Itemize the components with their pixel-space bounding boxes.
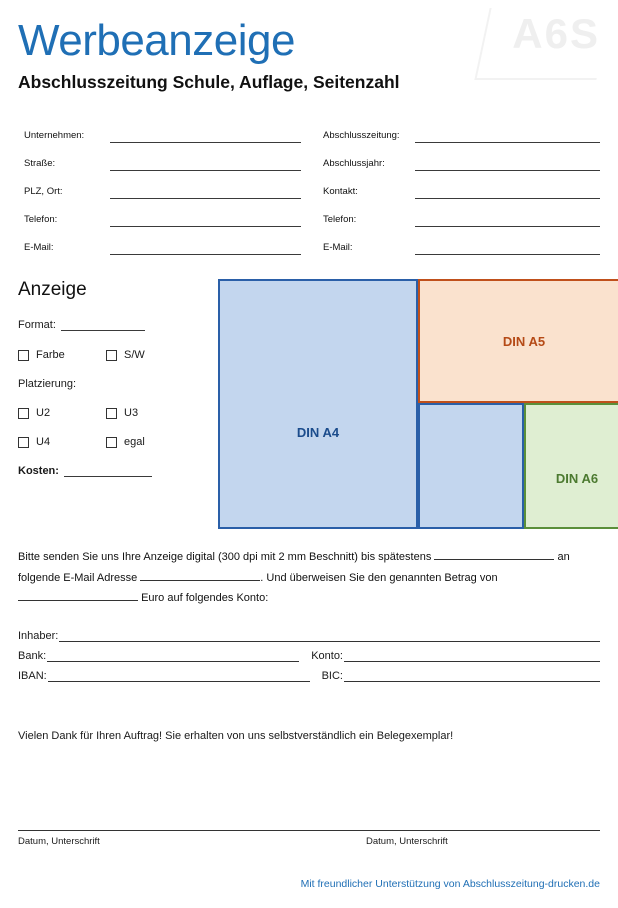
- bank-input-konto[interactable]: [344, 648, 600, 662]
- field-input-line[interactable]: [110, 130, 301, 143]
- field-input-line[interactable]: [110, 242, 301, 255]
- bank-row-bank-konto[interactable]: [18, 642, 600, 662]
- field-input-line[interactable]: [415, 214, 600, 227]
- field-label: E-Mail:: [24, 242, 54, 254]
- bank-label-inhaber: Inhaber:: [18, 630, 59, 643]
- checkbox-label: Farbe: [36, 349, 65, 362]
- page-subtitle: Abschlusszeitung Schule, Auflage, Seitenzahl: [18, 72, 400, 93]
- field-label: Telefon:: [24, 214, 58, 226]
- field-input-line[interactable]: [415, 158, 600, 171]
- field-label: Abschlussjahr:: [323, 158, 385, 170]
- field-input-line[interactable]: [110, 158, 301, 171]
- checkbox-icon[interactable]: [18, 408, 29, 419]
- cost-label: Kosten:: [18, 465, 59, 478]
- field-label: Telefon:: [323, 214, 357, 226]
- field-input-line[interactable]: [415, 242, 600, 255]
- field-abschlussjahr[interactable]: [323, 143, 600, 171]
- field-email[interactable]: [24, 227, 301, 255]
- format-field[interactable]: [18, 319, 208, 331]
- instructions-part-1: Bitte senden Sie uns Ihre Anzeige digital (300 dpi mit 2 mm Beschnitt) bis spätestens: [18, 551, 432, 564]
- checkbox-icon[interactable]: [106, 350, 117, 361]
- signature-line[interactable]: [18, 830, 600, 831]
- format-input-line[interactable]: [61, 319, 145, 331]
- checkbox-label: S/W: [124, 349, 145, 362]
- placement-label: Platzierung:: [18, 378, 77, 391]
- bank-label-konto: Konto:: [311, 650, 343, 663]
- field-input-line[interactable]: [415, 186, 600, 199]
- bank-input-iban[interactable]: [48, 668, 310, 682]
- checkbox-sw[interactable]: [106, 349, 194, 361]
- page-title: Werbeanzeige: [18, 16, 295, 65]
- format-size-diagram: [218, 279, 610, 529]
- contact-form: [18, 115, 600, 255]
- watermark-text: A6S: [512, 10, 600, 57]
- checkbox-icon[interactable]: [106, 408, 117, 419]
- cost-input-line[interactable]: [64, 465, 152, 477]
- signature-label-right: Datum, Unterschrift: [366, 836, 448, 847]
- field-label: Abschlusszeitung:: [323, 130, 400, 142]
- checkbox-label: U2: [36, 407, 51, 420]
- checkbox-u3[interactable]: [106, 407, 194, 419]
- document-page: [0, 8, 618, 908]
- checkbox-farbe[interactable]: [18, 349, 106, 361]
- instructions-part-3: . Und überweisen Sie den genannten Betrag von: [260, 571, 498, 584]
- field-label: E-Mail:: [323, 242, 353, 254]
- instructions-part-4: Euro auf folgendes Konto:: [141, 591, 269, 604]
- bank-details: [18, 622, 600, 682]
- color-options-row: [18, 349, 208, 361]
- bank-label-bic: BIC:: [321, 670, 343, 683]
- format-box-label: DIN A5: [502, 333, 546, 349]
- anzeige-options: [18, 279, 208, 477]
- format-box-a5[interactable]: [418, 279, 618, 403]
- field-label: PLZ, Ort:: [24, 186, 63, 198]
- field-label: Straße:: [24, 158, 56, 170]
- checkbox-label: egal: [124, 436, 145, 449]
- placement-row-1: [18, 407, 208, 419]
- checkbox-label: U3: [124, 407, 139, 420]
- field-telefon[interactable]: [24, 199, 301, 227]
- instructions-part-2: an folgende E-Mail Adresse: [18, 551, 570, 584]
- checkbox-egal[interactable]: [106, 436, 194, 448]
- format-box-a4[interactable]: [218, 279, 418, 529]
- field-unternehmen[interactable]: [24, 115, 301, 143]
- cost-field[interactable]: [18, 465, 208, 477]
- checkbox-label: U4: [36, 436, 51, 449]
- placement-row-2: [18, 436, 208, 448]
- signature-label-left: Datum, Unterschrift: [18, 836, 100, 847]
- deadline-blank[interactable]: [434, 559, 554, 560]
- format-box-label: DIN A4: [296, 424, 340, 440]
- anzeige-heading: Anzeige: [18, 279, 87, 301]
- field-email-kontakt[interactable]: [323, 227, 600, 255]
- field-input-line[interactable]: [415, 130, 600, 143]
- bank-input-bank[interactable]: [47, 648, 299, 662]
- format-box-a5-quadrant: [418, 403, 524, 529]
- anzeige-section: [18, 279, 600, 541]
- bank-label-iban: IBAN:: [18, 670, 47, 683]
- amount-blank[interactable]: [18, 600, 138, 601]
- format-label: Format:: [18, 319, 56, 332]
- bank-label-bank: Bank:: [18, 650, 47, 663]
- email-blank[interactable]: [140, 580, 260, 581]
- field-telefon-kontakt[interactable]: [323, 199, 600, 227]
- checkbox-u4[interactable]: [18, 436, 106, 448]
- bank-row-inhaber[interactable]: [18, 622, 600, 642]
- signature-area: [18, 830, 600, 847]
- instructions-paragraph: [18, 547, 600, 608]
- field-plz-ort[interactable]: [24, 171, 301, 199]
- bank-input-inhaber[interactable]: [59, 628, 600, 642]
- signature-labels: [18, 836, 600, 847]
- field-label: Unternehmen:: [24, 130, 85, 142]
- field-input-line[interactable]: [110, 214, 301, 227]
- checkbox-u2[interactable]: [18, 407, 106, 419]
- field-label: Kontakt:: [323, 186, 358, 198]
- bank-row-iban-bic[interactable]: [18, 662, 600, 682]
- field-input-line[interactable]: [110, 186, 301, 199]
- field-abschlusszeitung[interactable]: [323, 115, 600, 143]
- checkbox-icon[interactable]: [18, 350, 29, 361]
- checkbox-icon[interactable]: [106, 437, 117, 448]
- bank-input-bic[interactable]: [344, 668, 600, 682]
- checkbox-icon[interactable]: [18, 437, 29, 448]
- format-box-a6[interactable]: [524, 403, 618, 529]
- footer-credit[interactable]: Mit freundlicher Unterstützung von Abschlusszeitung-drucken.de: [300, 878, 600, 890]
- thanks-message: Vielen Dank für Ihren Auftrag! Sie erhalten von uns selbstverständlich ein Belegexemplar!: [18, 730, 454, 743]
- field-kontakt[interactable]: [323, 171, 600, 199]
- format-box-label: DIN A6: [555, 470, 599, 486]
- field-strasse[interactable]: [24, 143, 301, 171]
